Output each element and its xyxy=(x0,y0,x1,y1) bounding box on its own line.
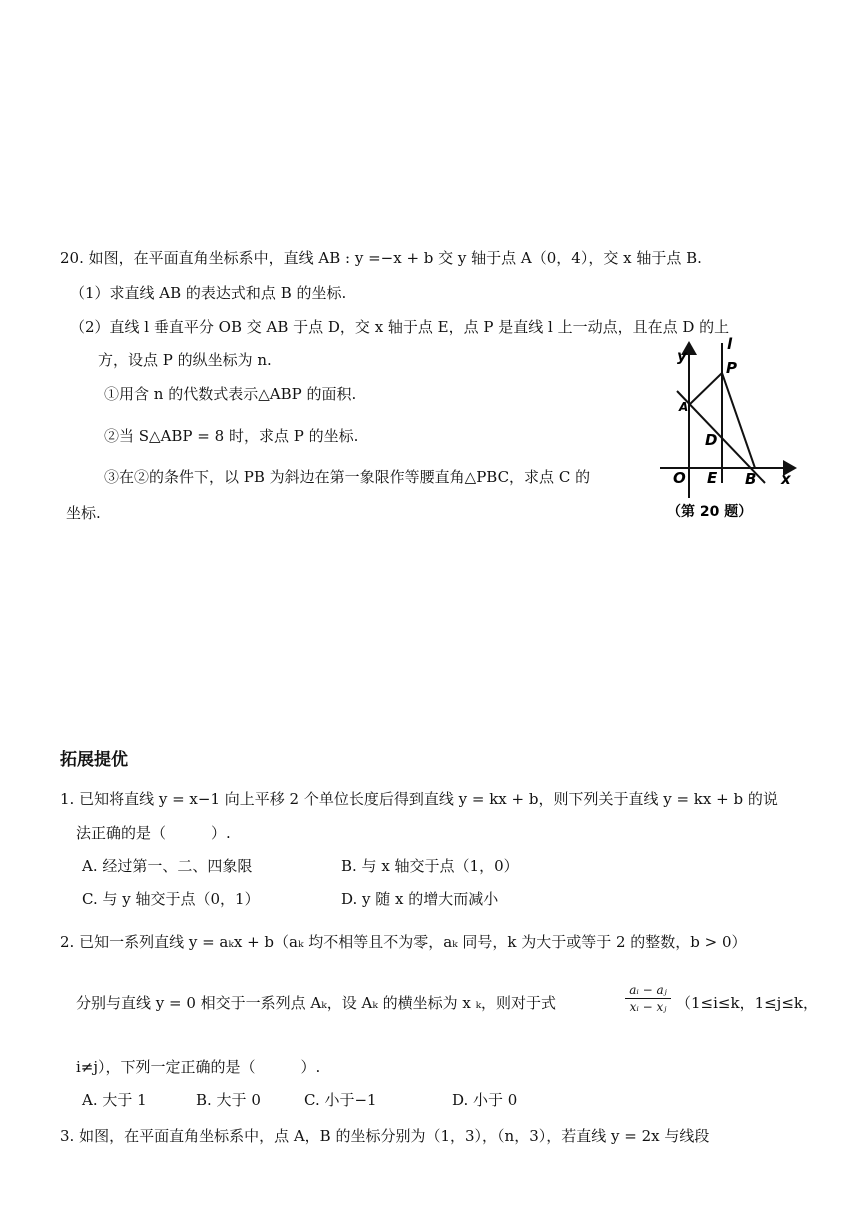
q20-sub1: ①用含 n 的代数式表示△ABP 的面积. xyxy=(104,385,357,403)
p2-option-b: B. 大于 0 xyxy=(196,1091,261,1109)
p1-option-d: D. y 随 x 的增大而减小 xyxy=(341,890,499,908)
label-l: l xyxy=(727,335,733,353)
label-o: O xyxy=(673,469,686,487)
p3-stem-line1: 3. 如图，在平面直角坐标系中，点 A，B 的坐标分别为（1，3），（n，3），若直线 y = 2x 与线段 xyxy=(60,1127,710,1145)
label-y: y xyxy=(677,347,687,365)
section-title: 拓展提优 xyxy=(60,750,128,770)
p1-stem-line1: 1. 已知将直线 y = x−1 向上平移 2 个单位长度后得到直线 y = kx + b，则下列关于直线 y = kx + b 的说 xyxy=(60,790,778,808)
q20-sub2: ②当 S△ABP = 8 时，求点 P 的坐标. xyxy=(104,427,359,445)
p1-option-a: A. 经过第一、二、四象限 xyxy=(82,857,253,875)
p2-option-a: A. 大于 1 xyxy=(82,1091,147,1109)
q20-part2-line1: （2）直线 l 垂直平分 OB 交 AB 于点 D，交 x 轴于点 E，点 P 是直线 l 上一动点，且在点 D 的上 xyxy=(70,318,730,336)
q20-sub3-tail: 坐标. xyxy=(66,504,101,522)
p1-option-b: B. 与 x 轴交于点（1，0） xyxy=(341,857,519,875)
p2-stem-line2-tail: （1≤i≤k，1≤j≤k， xyxy=(676,994,818,1012)
label-d: D xyxy=(705,431,718,449)
p2-fraction xyxy=(625,983,671,1014)
figure-caption: （第 20 题） xyxy=(667,504,753,520)
fraction-denominator: xᵢ − xⱼ xyxy=(629,1000,667,1014)
q20-part2-line2: 方，设点 P 的纵坐标为 n. xyxy=(98,351,272,369)
p2-stem-line2: 分别与直线 y = 0 相交于一系列点 Aₖ，设 Aₖ 的横坐标为 x ₖ，则对于式 xyxy=(76,994,557,1012)
segment-pb xyxy=(722,373,755,468)
p2-stem-line1: 2. 已知一系列直线 y = aₖx + b（aₖ 均不相等且不为零，aₖ 同号，k 为大于或等于 2 的整数，b > 0） xyxy=(60,933,747,951)
label-a: A xyxy=(679,400,689,414)
p1-stem-line2: 法正确的是（ ）. xyxy=(76,824,231,842)
p2-stem-line3: i≠j），下列一定正确的是（ ）. xyxy=(76,1058,321,1076)
label-x: x xyxy=(781,470,791,488)
q20-part1: （1）求直线 AB 的表达式和点 B 的坐标. xyxy=(70,284,347,302)
label-b: B xyxy=(745,470,757,488)
p2-option-c: C. 小于−1 xyxy=(304,1091,377,1109)
fraction-numerator: aᵢ − aⱼ xyxy=(629,983,667,997)
segment-ap xyxy=(689,373,722,405)
p1-option-c: C. 与 y 轴交于点（0，1） xyxy=(82,890,260,908)
q20-figure xyxy=(655,333,805,523)
fraction-bar xyxy=(625,998,671,999)
q20-stem: 20. 如图，在平面直角坐标系中，直线 AB : y =−x + b 交 y 轴于点 A（0，4），交 x 轴于点 B. xyxy=(60,249,702,267)
label-e: E xyxy=(707,469,718,487)
label-p: P xyxy=(726,359,737,377)
q20-sub3: ③在②的条件下，以 PB 为斜边在第一象限作等腰直角△PBC，求点 C 的 xyxy=(104,468,591,486)
p2-option-d: D. 小于 0 xyxy=(452,1091,518,1109)
